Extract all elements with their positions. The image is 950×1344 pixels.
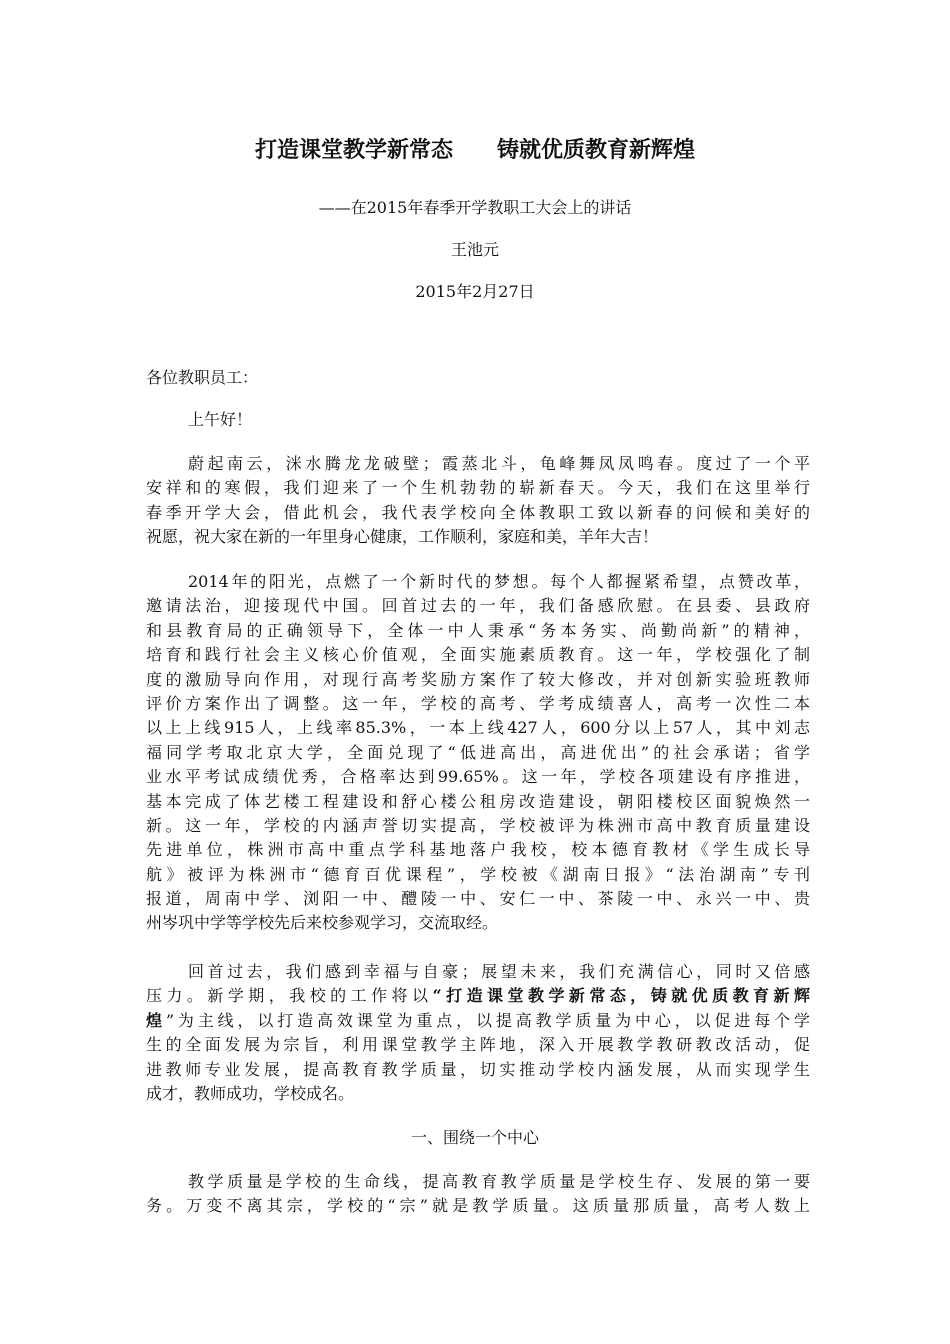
- paragraph-line: [146, 1009, 810, 1033]
- paragraph-line: 务。万变不离其宗，学校的“宗”就是教学质量。这质量那质量，高考人数上: [146, 1196, 810, 1216]
- paragraph-line: 生的全面发展为宗旨，利用课堂教学主阵地，深入开展教学教研教改活动，促: [146, 1035, 810, 1055]
- text-run: ”为主线，以打造高效课堂为重点，以提高教学质量为中心，以促进每个学: [165, 1010, 810, 1030]
- paragraph-line: 培育和践行社会主义核心价值观，全面实施素质教育。这一年，学校强化了制: [146, 645, 810, 665]
- paragraph-line: 和县教育局的正确领导下，全体一中人秉承“务本务实、尚勤尚新”的精神，: [146, 620, 810, 640]
- paragraph-2: [146, 570, 810, 936]
- paragraph-line: 邀请法治，迎接现代中国。回首过去的一年，我们备感欣慰。在县委、县政府: [146, 596, 810, 616]
- paragraph-line: 成才，教师成功，学校成名。: [146, 1083, 355, 1103]
- paragraph-line: 安祥和的寒假，我们迎来了一个生机勃勃的崭新春天。今天，我们在这里举行: [146, 478, 810, 498]
- paragraph-line: 报道，周南中学、浏阳一中、醴陵一中、安仁一中、茶陵一中、永兴一中、贵: [146, 889, 810, 909]
- paragraph-line: 进教师专业发展，提高教育教学质量，切实推动学校内涵发展，从而实现学生: [146, 1059, 810, 1079]
- paragraph-line: [146, 984, 810, 1008]
- paragraph-line: 蔚起南云，洣水腾龙龙破壁；霞蒸北斗，龟峰舞凤凤鸣春。度过了一个平: [188, 454, 810, 473]
- paragraph-line: 度的激励导向作用，对现行高考奖励方案作了较大修改，并对创新实验班教师: [146, 669, 810, 689]
- paragraph-line: 先进单位，株洲市高中重点学科基地落户我校，校本德育教材《学生成长导: [146, 840, 810, 860]
- paragraph-line: 教学质量是学校的生命线，提高教育教学质量是学校生存、发展的第一要: [188, 1172, 810, 1191]
- paragraph-line: 祝愿，祝大家在新的一年里身心健康，工作顺利，家庭和美，羊年大吉！: [146, 527, 659, 547]
- paragraph-line: 业水平考试成绩优秀，合格率达到99.65%。这一年，学校各项建设有序推进，: [146, 767, 810, 787]
- paragraph-line: 评价方案作出了调整。这一年，学校的高考、学考成绩喜人，高考一次性二本: [146, 693, 810, 713]
- paragraph-line: 回首过去，我们感到幸福与自豪；展望未来，我们充满信心，同时又倍感: [188, 962, 810, 981]
- theme-emphasis: “打造课堂教学新常态，铸就优质教育新辉: [432, 986, 810, 1006]
- paragraph-line: 新。这一年，学校的内涵声誉切实提高，学校被评为株洲市高中教育质量建设: [146, 815, 810, 835]
- text-run: 压力。新学期，我校的工作将以: [146, 986, 433, 1006]
- greeting: 上午好！: [188, 410, 253, 429]
- document-date: 2015年2月27日: [415, 282, 535, 301]
- paragraph-1: [146, 452, 810, 550]
- paragraph-line: 以上上线915人，上线率85.3%，一本上线427人，600分以上57人，其中刘志: [146, 718, 810, 738]
- paragraph-4: [146, 1170, 810, 1219]
- salutation: 各位教职员工：: [146, 368, 259, 387]
- paragraph-line: 春季开学大会，借此机会，我代表学校向全体教职工致以新春的问候和美好的: [146, 502, 810, 522]
- paragraph-line: 福同学考取北京大学，全面兑现了“低进高出，高进优出”的社会承诺；省学: [146, 742, 810, 762]
- document-author: 王池元: [450, 240, 499, 259]
- paragraph-line: 州岑巩中学等学校先后来校参观学习，交流取经。: [146, 913, 499, 933]
- document-title: 打造课堂教学新常态 铸就优质教育新辉煌: [254, 138, 695, 163]
- theme-emphasis: 煌: [146, 1010, 166, 1030]
- paragraph-line: 航》被评为株洲市“德育百优课程”，学校被《湖南日报》“法治湖南”专刊: [146, 864, 810, 884]
- paragraph-line: 基本完成了体艺楼工程建设和舒心楼公租房改造建设，朝阳楼校区面貌焕然一: [146, 791, 810, 811]
- paragraph-3: [146, 960, 810, 1106]
- section-heading: 一、围绕一个中心: [410, 1128, 539, 1147]
- document-subtitle: ——在2015年春季开学教职工大会上的讲话: [318, 198, 632, 217]
- paragraph-line: 2014年的阳光，点燃了一个新时代的梦想。每个人都握紧希望，点赞改革，: [188, 572, 810, 591]
